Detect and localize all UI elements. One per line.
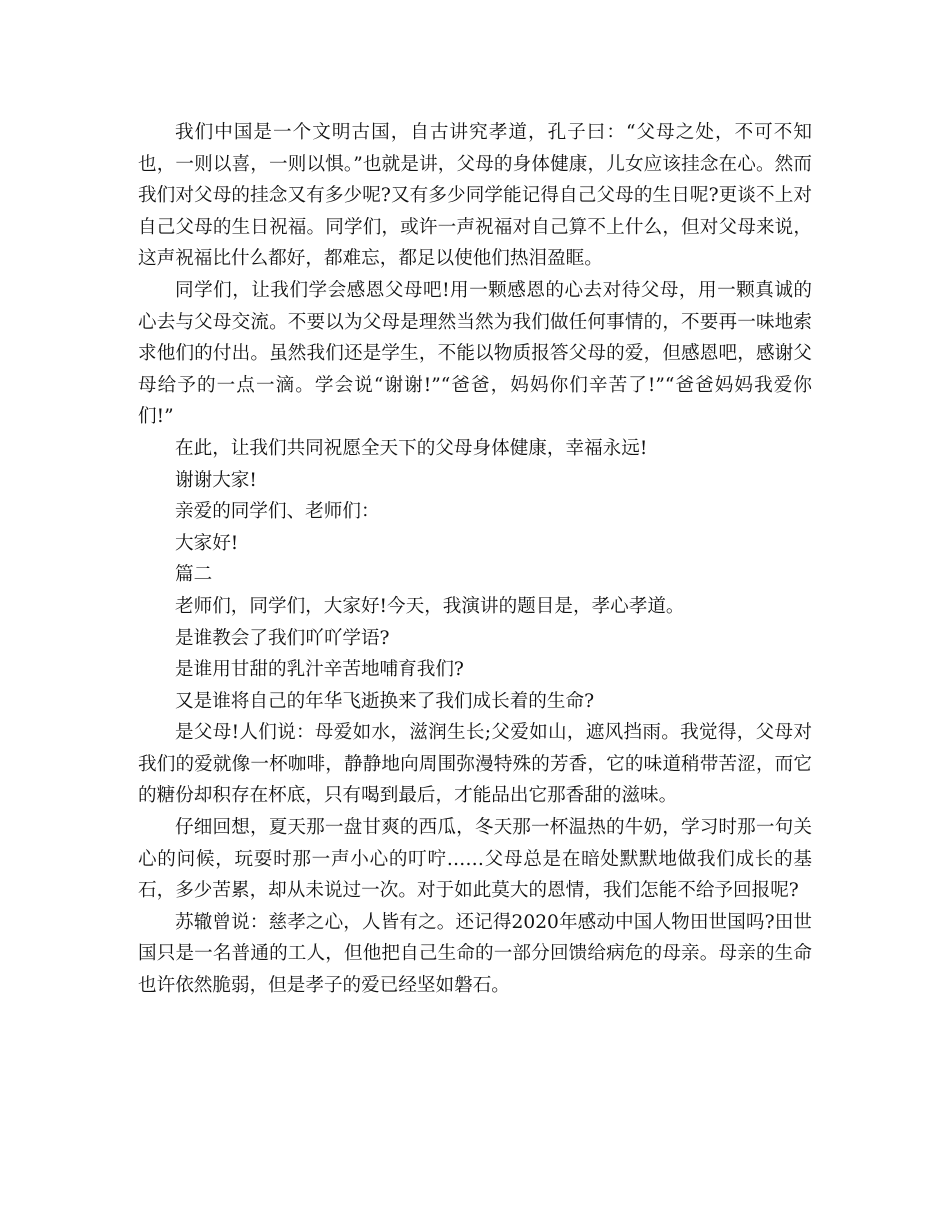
paragraph-5: 亲爱的同学们、老师们： (175, 501, 380, 523)
paragraph-9: 是谁教会了我们吖吖学语? (175, 627, 390, 649)
paragraph-1: 我们中国是一个文明古国，自古讲究孝道，孔子曰：“父母之处，不可不知也，一则以喜，一则以惧。”也就是讲，父母的身体健康，儿女应该挂念在心。然而我们对父母的挂念又有多少呢?又有多少同学能记得自己父母的生日呢?更谈不上对自己父母的生日祝福。同学们，或许一声祝福对自己算不上什么，但对父母来说，这声祝福比什么都好，都难忘，都足以使他们热泪盈眶。 (138, 122, 812, 270)
paragraph-6: 大家好! (175, 532, 239, 554)
paragraph-10: 是谁用甘甜的乳汁辛苦地哺育我们? (175, 659, 464, 681)
paragraph-14: 苏辙曾说：慈孝之心，人皆有之。还记得2020年感动中国人物田世国吗?田世国只是一名普通的工人，但他把自己生命的一部分回馈给病危的母亲。母亲的生命也许依然脆弱，但是孝子的爱已经坚如磐石。 (138, 911, 812, 997)
paragraph-4: 谢谢大家! (175, 469, 257, 491)
paragraph-13: 仔细回想，夏天那一盘甘爽的西瓜，冬天那一杯温热的牛奶，学习时那一句关心的问候，玩耍时那一声小心的叮咛……父母总是在暗处默默地做我们成长的基石，多少苦累，却从未说过一次。对于如此莫大的恩情，我们怎能不给予回报呢? (138, 817, 812, 902)
paragraph-3: 在此，让我们共同祝愿全天下的父母身体健康，幸福永远! (175, 437, 648, 459)
paragraph-12: 是父母!人们说：母爱如水，滋润生长;父爱如山，遮风挡雨。我觉得，父母对我们的爱就像一杯咖啡，静静地向周围弥漫特殊的芳香，它的味道稍带苦涩，而它的糖份却积存在杯底，只有喝到最后，才能品出它那香甜的滋味。 (138, 722, 812, 807)
section-heading: 篇二 (175, 564, 213, 586)
document-page (138, 117, 812, 1002)
paragraph-11: 又是谁将自己的年华飞逝换来了我们成长着的生命? (175, 690, 595, 712)
paragraph-8: 老师们，同学们，大家好!今天，我演讲的题目是，孝心孝道。 (175, 595, 685, 617)
paragraph-2: 同学们，让我们学会感恩父母吧!用一颗感恩的心去对待父母，用一颗真诚的心去与父母交流。不要以为父母是理然当然为我们做任何事情的，不要再一味地索求他们的付出。虽然我们还是学生，不能以物质报答父母的爱，但感恩吧，感谢父母给予的一点一滴。学会说“谢谢!”“爸爸，妈妈你们辛苦了!”“爸爸妈妈我爱你们!” (138, 279, 812, 428)
